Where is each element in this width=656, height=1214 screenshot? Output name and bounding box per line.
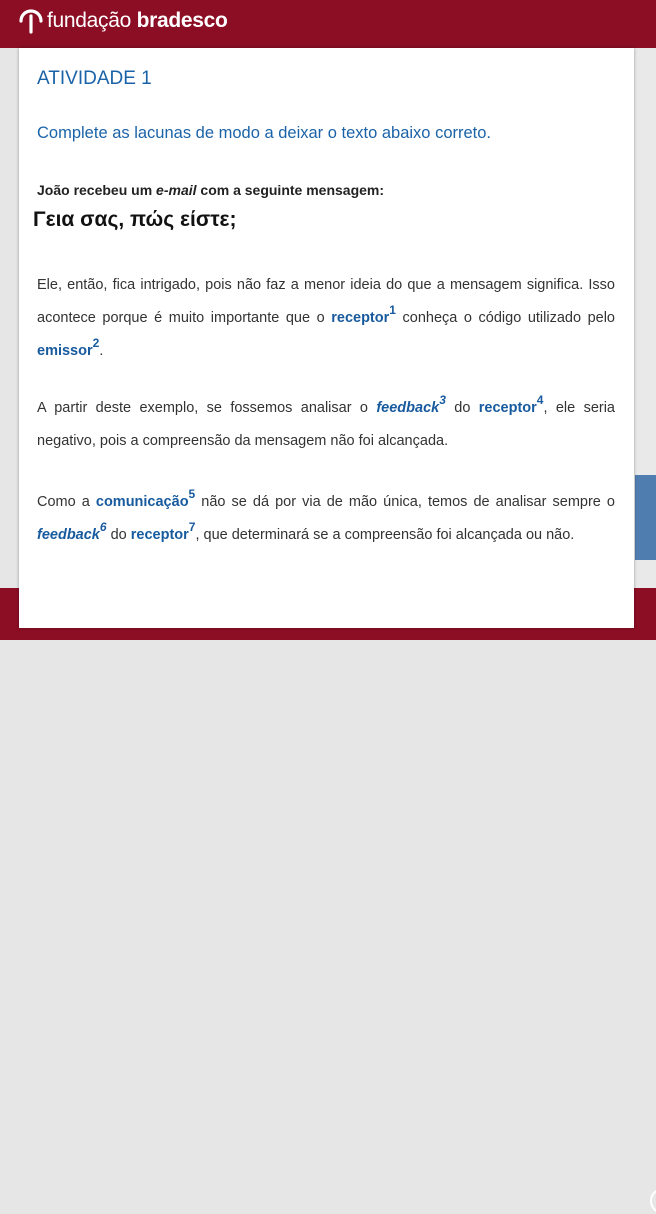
activity-card <box>19 48 634 628</box>
brand-logo[interactable] <box>18 6 228 36</box>
term-6-text: feedback <box>37 527 100 543</box>
p3-text-1: Como a <box>37 494 96 510</box>
answer-term-6 <box>37 520 107 543</box>
p1-text-1: Ele, então, fica intrigado, pois não faz a menor ideia do que a mensagem significa. Isso acontece porque é muito importante que o <box>37 277 615 326</box>
paragraph-3 <box>37 486 615 552</box>
p2-text-2: do <box>445 400 479 416</box>
message-intro <box>37 182 384 198</box>
paragraph-2 <box>37 392 615 458</box>
header-bar <box>0 0 656 48</box>
term-5-number: 5 <box>188 487 196 502</box>
p1-text-3: . <box>99 343 104 359</box>
p2-text-1: A partir deste exemplo, se fossemos analisar o <box>37 400 377 416</box>
term-4-text: receptor <box>478 400 537 416</box>
answer-term-4 <box>478 393 544 416</box>
side-navigation-tab[interactable] <box>635 475 656 560</box>
answer-term-7 <box>130 520 196 543</box>
greek-message: Γεια σας, πώς είστε; <box>33 208 237 231</box>
term-7-number: 7 <box>188 520 196 535</box>
answer-term-3 <box>376 393 446 416</box>
logo-text <box>47 9 228 33</box>
p3-text-3: do <box>106 527 131 543</box>
p2-text-3: , ele seria negativo, pois a compreensão da mensagem não foi alcançada. <box>37 400 615 449</box>
answer-term-1 <box>331 303 396 326</box>
paragraph-1 <box>37 269 615 368</box>
logo-text-bold: bradesco <box>136 9 228 32</box>
p1-text-2: conheça o código utilizado pelo <box>395 310 615 326</box>
term-4-number: 4 <box>536 393 544 408</box>
term-7-text: receptor <box>130 527 189 543</box>
tree-logo-icon <box>18 8 44 34</box>
intro-email: e-mail <box>156 182 197 198</box>
term-5-text: comunicação <box>95 494 189 510</box>
term-2-number: 2 <box>92 336 100 351</box>
p3-text-4: , que determinará se a compreensão foi alcançada ou não. <box>195 527 575 543</box>
term-6-number: 6 <box>99 520 107 535</box>
intro-text-2: com a seguinte mensagem: <box>196 182 385 198</box>
term-3-text: feedback <box>376 400 440 416</box>
term-3-number: 3 <box>439 393 446 408</box>
p3-text-2: não se dá por via de mão única, temos de analisar sempre o <box>195 494 615 510</box>
logo-text-light: fundação <box>47 9 132 32</box>
term-1-text: receptor <box>331 310 390 326</box>
intro-text-1: João recebeu um <box>37 182 157 198</box>
term-2-text: emissor <box>37 343 93 359</box>
activity-instruction: Complete as lacunas de modo a deixar o texto abaixo correto. <box>37 124 492 142</box>
circle-button-icon[interactable] <box>650 1188 656 1214</box>
answer-term-2 <box>37 336 100 359</box>
activity-title: ATIVIDADE 1 <box>37 68 152 89</box>
term-1-number: 1 <box>389 303 396 318</box>
answer-term-5 <box>95 487 196 510</box>
